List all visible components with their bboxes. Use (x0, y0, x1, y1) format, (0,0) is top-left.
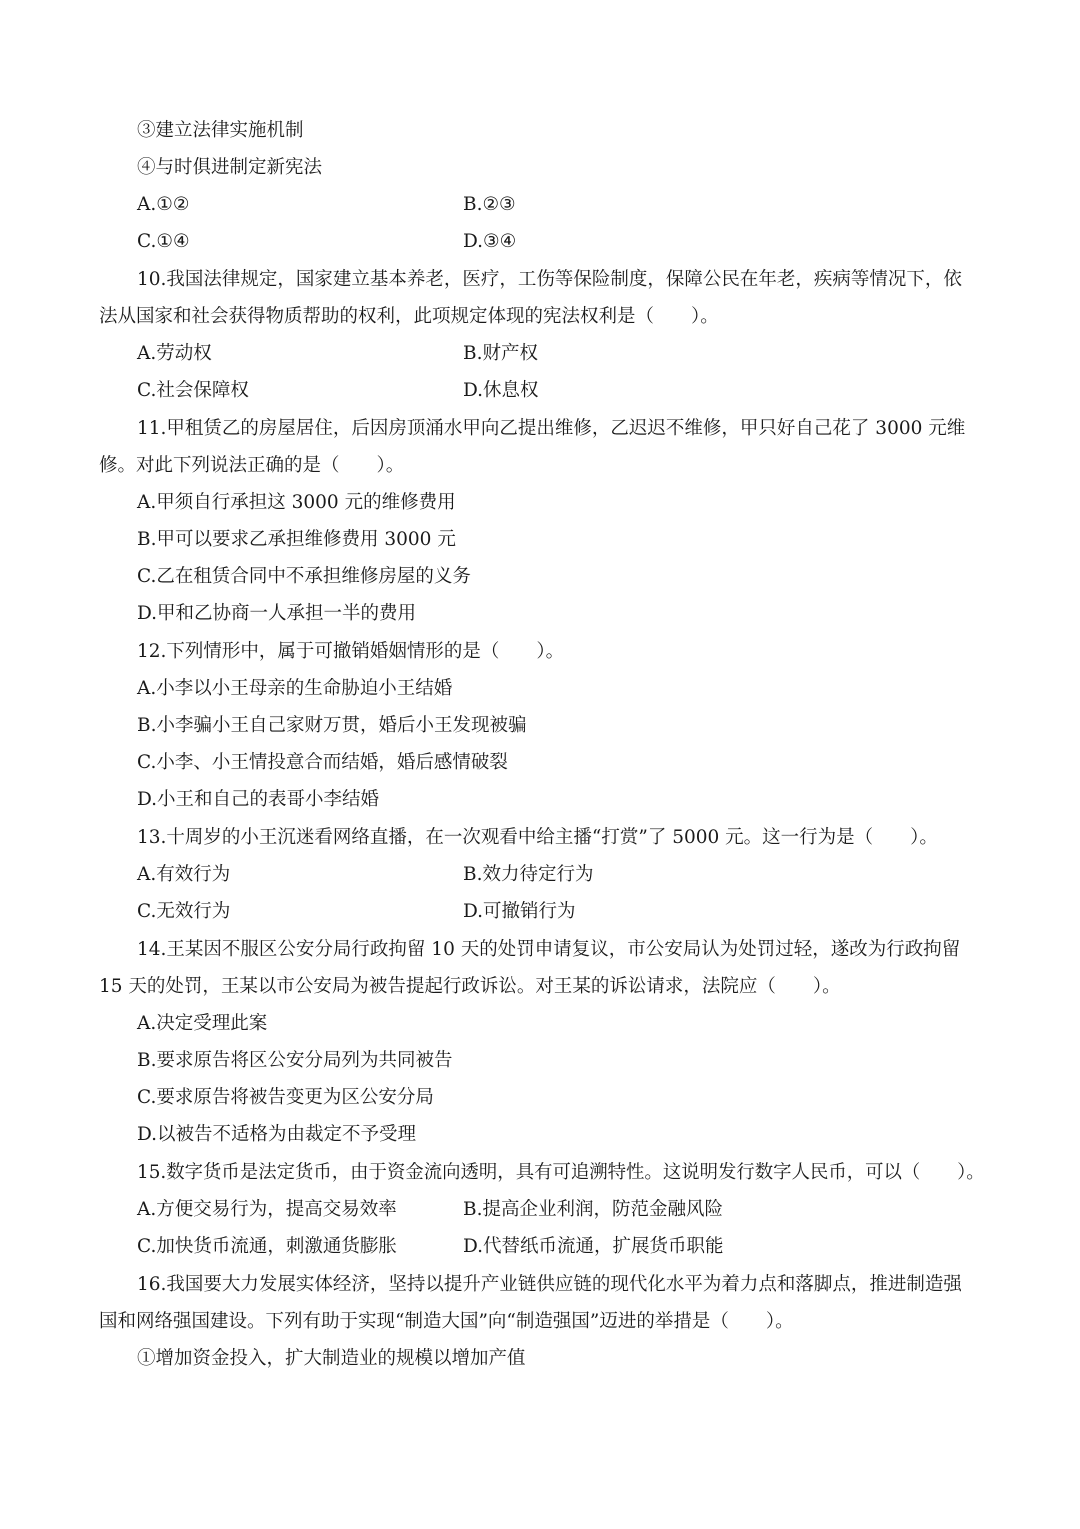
question-12-stem: 12.下列情形中，属于可撤销婚姻情形的是（ ）。 (137, 641, 565, 662)
option-d: D.代替纸币流通，扩展货币职能 (463, 1236, 724, 1257)
question-10-stem: 10.我国法律规定，国家建立基本养老，医疗，工伤等保险制度，保障公民在年老，疾病等情况下，依 (137, 269, 962, 290)
option-b: B.小李骗小王自己家财万贯，婚后小王发现被骗 (137, 715, 527, 736)
question-15-stem: 15.数字货币是法定货币，由于资金流向透明，具有可追溯特性。这说明发行数字人民币，可以（ ）。 (137, 1162, 985, 1183)
question-10-stem-cont: 法从国家和社会获得物质帮助的权利，此项规定体现的宪法权利是（ ）。 (99, 306, 719, 327)
option-row (137, 191, 987, 219)
option-c: C.社会保障权 (137, 380, 249, 401)
question-11-stem: 11.甲租赁乙的房屋居住，后因房顶涌水甲向乙提出维修，乙迟迟不维修，甲只好自己花了 3000 元维 (137, 418, 966, 439)
option-b: B.甲可以要求乙承担维修费用 3000 元 (137, 529, 456, 550)
statement-3: ③建立法律实施机制 (137, 120, 304, 141)
option-c: C.加快货币流通，刺激通货膨胀 (137, 1236, 397, 1257)
option-d: D.③④ (463, 231, 517, 252)
option-row (137, 377, 987, 405)
statement-4: ④与时俱进制定新宪法 (137, 157, 323, 178)
question-14-stem-cont: 15 天的处罚，王某以市公安局为被告提起行政诉讼。对王某的诉讼请求，法院应（ ）。 (99, 976, 841, 997)
option-row (137, 1196, 987, 1224)
option-b: B.要求原告将区公安分局列为共同被告 (137, 1050, 453, 1071)
option-a: A.有效行为 (137, 864, 231, 885)
option-b: B.财产权 (463, 343, 538, 364)
option-b: B.效力待定行为 (463, 864, 594, 885)
option-b: B.提高企业利润，防范金融风险 (463, 1199, 723, 1220)
question-14-stem: 14.王某因不服区公安分局行政拘留 10 天的处罚申请复议，市公安局认为处罚过轻，遂改为行政拘留 (137, 939, 961, 960)
question-13-stem: 13.十周岁的小王沉迷看网络直播，在一次观看中给主播“打赏”了 5000 元。这一行为是（ ）。 (137, 827, 938, 848)
option-row (137, 1233, 987, 1261)
option-d: D.可撤销行为 (463, 901, 576, 922)
option-a: A.甲须自行承担这 3000 元的维修费用 (137, 492, 456, 513)
option-c: C.要求原告将被告变更为区公安分局 (137, 1087, 434, 1108)
option-row (137, 861, 987, 889)
option-d: D.甲和乙协商一人承担一半的费用 (137, 603, 417, 624)
option-c: C.①④ (137, 231, 190, 252)
statement-1: ①增加资金投入，扩大制造业的规模以增加产值 (137, 1348, 526, 1369)
option-d: D.休息权 (463, 380, 539, 401)
option-d: D.以被告不适格为由裁定不予受理 (137, 1124, 417, 1145)
question-16-stem: 16.我国要大力发展实体经济，坚持以提升产业链供应链的现代化水平为着力点和落脚点，推进制造强 (137, 1274, 962, 1295)
option-a: A.决定受理此案 (137, 1013, 268, 1034)
option-c: C.小李、小王情投意合而结婚，婚后感情破裂 (137, 752, 508, 773)
option-b: B.②③ (463, 194, 516, 215)
question-16-stem-cont: 国和网络强国建设。下列有助于实现“制造大国”向“制造强国”迈进的举措是（ ）。 (99, 1311, 794, 1332)
option-c: C.无效行为 (137, 901, 231, 922)
option-row (137, 228, 987, 256)
option-a: A.劳动权 (137, 343, 212, 364)
option-row (137, 340, 987, 368)
option-a: A.方便交易行为，提高交易效率 (137, 1199, 397, 1220)
question-11-stem-cont: 修。对此下列说法正确的是（ ）。 (99, 455, 405, 476)
option-a: A.①② (137, 194, 190, 215)
option-c: C.乙在租赁合同中不承担维修房屋的义务 (137, 566, 471, 587)
option-row (137, 898, 987, 926)
option-d: D.小王和自己的表哥小李结婚 (137, 789, 380, 810)
option-a: A.小李以小王母亲的生命胁迫小王结婚 (137, 678, 453, 699)
